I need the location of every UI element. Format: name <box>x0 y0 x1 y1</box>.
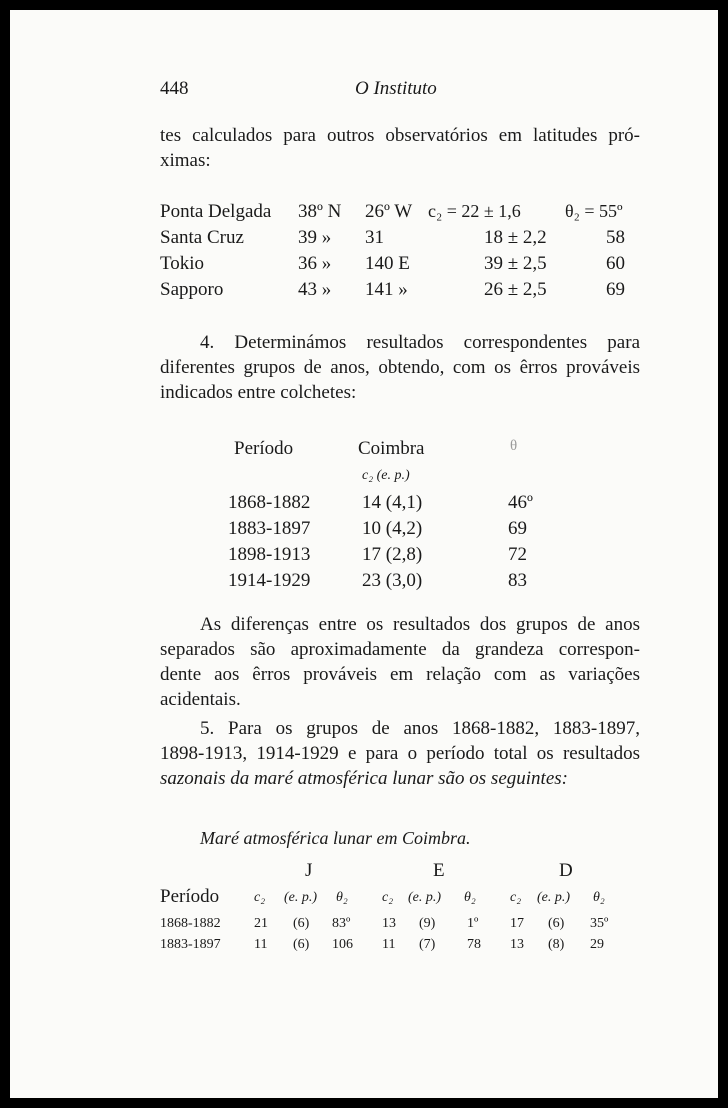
period-label: 1914-1929 <box>228 570 311 591</box>
table-cell: 78 <box>467 937 481 952</box>
period-header: Período <box>160 886 220 907</box>
table-cell: 35º <box>590 916 609 931</box>
column-header: θ₂ <box>336 890 348 905</box>
station-phase: 69 <box>606 279 625 300</box>
paragraph-5 <box>160 716 640 791</box>
period-phase: 83 <box>508 570 527 591</box>
station-longitude: 140 E <box>365 253 410 274</box>
table-cell: (6) <box>293 916 310 931</box>
period-phase: 69 <box>508 518 527 539</box>
station-phase: 60 <box>606 253 625 274</box>
period-phase: 46º <box>508 492 533 513</box>
station-amplitude: 39 ± 2,5 <box>484 253 547 274</box>
text-line: 4. Determinámos resultados correspondentes para <box>200 332 640 353</box>
period-value: 10 (4,2) <box>362 518 423 539</box>
table-cell: 11 <box>254 937 268 952</box>
station-name: Ponta Delgada <box>160 201 272 222</box>
column-header: c₂ <box>382 890 394 905</box>
period-header: Período <box>234 438 294 459</box>
table-cell: 83º <box>332 916 351 931</box>
station-longitude: 141 » <box>365 279 408 300</box>
season-header: D <box>559 860 573 881</box>
station-header: Coimbra <box>358 438 425 459</box>
table-cell: 1º <box>467 916 479 931</box>
period-label: 1868-1882 <box>160 916 221 931</box>
period-label: 1868-1882 <box>228 492 311 513</box>
season-header: J <box>305 860 313 881</box>
station-longitude: 31 <box>365 227 384 248</box>
text-line: 5. Para os grupos de anos 1868-1882, 1883-1897, <box>200 718 640 739</box>
text-line: dente aos êrros prováveis em relação com as variações <box>160 664 640 685</box>
station-phase: 58 <box>606 227 625 248</box>
table-cell: 21 <box>254 916 268 931</box>
text-line: acidentais. <box>160 689 241 710</box>
text-line: indicados entre colchetes: <box>160 382 357 403</box>
table-cell: 13 <box>382 916 396 931</box>
column-header: c₂ <box>254 890 266 905</box>
station-phase: θ₂ = 55º <box>565 201 623 221</box>
text-line: diferentes grupos de anos, obtendo, com os êrros prováveis <box>160 357 640 378</box>
station-name: Santa Cruz <box>160 227 244 248</box>
column-header: (e. p.) <box>284 890 318 905</box>
column-header: θ₂ <box>464 890 476 905</box>
table-caption: Maré atmosférica lunar em Coimbra. <box>200 828 471 848</box>
station-latitude: 43 » <box>298 279 332 300</box>
table-cell: 17 <box>510 916 524 931</box>
paragraph-4 <box>160 330 640 405</box>
table-cell: (6) <box>548 916 565 931</box>
column-header: (e. p.) <box>537 890 571 905</box>
station-name: Tokio <box>160 253 205 274</box>
column-header: θ₂ <box>593 890 605 905</box>
text-line: As diferenças entre os resultados dos grupos de anos <box>200 614 640 635</box>
station-amplitude: c₂ = 22 ± 1,6 <box>428 201 521 221</box>
period-label: 1883-1897 <box>228 518 311 539</box>
station-amplitude: 26 ± 2,5 <box>484 279 547 300</box>
intro-paragraph <box>160 123 640 173</box>
season-header: E <box>433 860 445 881</box>
station-latitude: 38º N <box>298 201 342 222</box>
station-longitude: 26º W <box>365 201 413 222</box>
table-cell: (6) <box>293 937 310 952</box>
text-line: tes calculados para outros observatórios em latitudes pró- <box>160 125 640 146</box>
station-latitude: 36 » <box>298 253 332 274</box>
period-label: 1883-1897 <box>160 937 221 952</box>
period-value: 17 (2,8) <box>362 544 423 565</box>
table-cell: 13 <box>510 937 524 952</box>
text-line: 1898-1913, 1914-1929 e para o período total os resultados <box>160 743 640 764</box>
period-value: 23 (3,0) <box>362 570 423 591</box>
station-latitude: 39 » <box>298 227 332 248</box>
table-cell: (9) <box>419 916 436 931</box>
table-cell: 106 <box>332 937 353 952</box>
column-header: (e. p.) <box>408 890 442 905</box>
amplitude-subheader: c₂ (e. p.) <box>362 468 410 483</box>
page-number: 448 <box>160 78 189 99</box>
period-label: 1898-1913 <box>228 544 311 565</box>
period-value: 14 (4,1) <box>362 492 423 513</box>
text-line: separados são aproximadamente da grandeza correspon- <box>160 639 640 660</box>
table-cell: (8) <box>548 937 565 952</box>
table-cell: 29 <box>590 937 604 952</box>
document-page <box>10 10 718 1098</box>
table-cell: (7) <box>419 937 436 952</box>
text-line: sazonais da maré atmosférica lunar são os seguintes: <box>160 768 568 789</box>
table-cell: 11 <box>382 937 396 952</box>
phase-header: θ <box>510 438 518 454</box>
differences-paragraph <box>160 612 640 712</box>
station-name: Sapporo <box>160 279 224 300</box>
period-phase: 72 <box>508 544 527 565</box>
running-title: O Instituto <box>355 78 437 99</box>
column-header: c₂ <box>510 890 522 905</box>
station-amplitude: 18 ± 2,2 <box>484 227 547 248</box>
text-line: ximas: <box>160 150 211 171</box>
